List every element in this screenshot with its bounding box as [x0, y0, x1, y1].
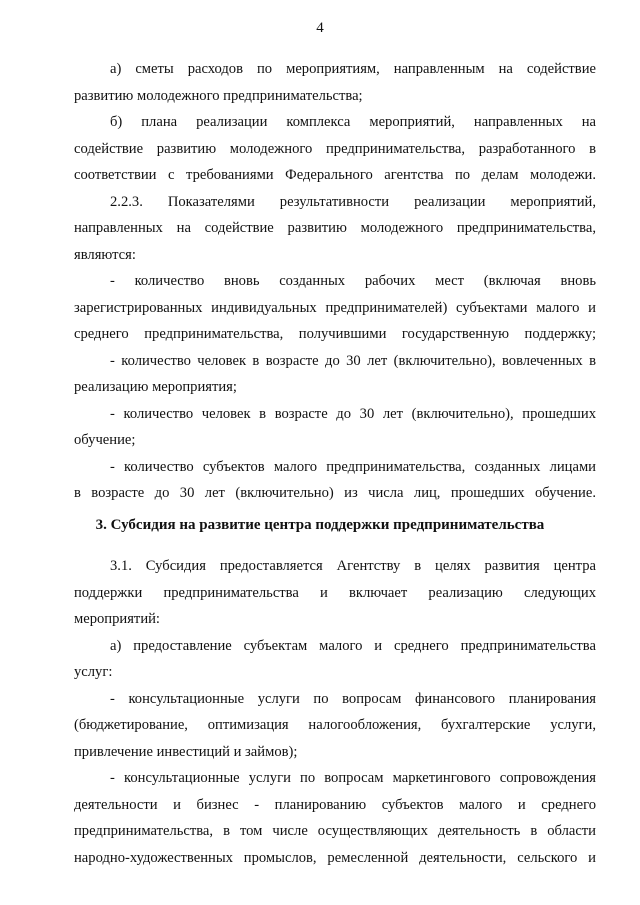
text-line: б) плана реализации комплекса мероприятий, направленных на: [110, 114, 596, 130]
text-line: - консультационные услуги по вопросам маркетингового сопровождения: [110, 770, 596, 786]
text-line: 3.1. Субсидия предоставляется Агентству в целях развития центра: [110, 558, 596, 574]
text-line: а) сметы расходов по мероприятиям, направленным на содействие: [110, 61, 596, 77]
text-line: зарегистрированных индивидуальных предпринимателей) субъектами малого и: [74, 299, 596, 316]
section-3-text: [74, 553, 596, 871]
text-line: среднего предпринимательства, получившими государственную поддержку;: [74, 326, 596, 342]
text-line: поддержки предпринимательства и включает реализацию следующих: [74, 584, 596, 601]
text-line: - количество человек в возрасте до 30 лет (включительно), вовлеченных в: [110, 352, 596, 369]
text-line: направленных на содействие развитию молодежного предпринимательства,: [74, 220, 596, 236]
section-2-text: [74, 56, 596, 507]
text-line: - количество человек в возрасте до 30 лет (включительно), прошедших: [110, 405, 596, 422]
text-line: соответствии с требованиями Федерального агентства по делам молодежи.: [74, 167, 596, 183]
text-line: предпринимательства, в том числе осуществляющих деятельность в области: [74, 823, 596, 839]
section-3-heading: 3. Субсидия на развитие центра поддержки предпринимательства: [95, 517, 545, 533]
text-line: - консультационные услуги по вопросам финансового планирования: [110, 690, 596, 707]
text-line: деятельности и бизнес - планированию субъектов малого и среднего: [74, 796, 596, 813]
page-number: 4: [316, 20, 324, 36]
text-line: мероприятий:: [74, 611, 160, 627]
text-line: привлечение инвестиций и займов);: [74, 743, 298, 760]
text-line: обучение;: [74, 432, 136, 448]
text-line: народно-художественных промыслов, ремесленной деятельности, сельского и: [74, 849, 596, 866]
text-line: - количество субъектов малого предпринимательства, созданных лицами: [110, 458, 596, 475]
text-line: - количество вновь созданных рабочих мест (включая вновь: [110, 273, 596, 289]
text-line: содействие развитию молодежного предпринимательства, разработанного в: [74, 140, 596, 157]
text-line: являются:: [74, 246, 136, 263]
text-line: реализацию мероприятия;: [74, 379, 237, 395]
text-line: услуг:: [74, 664, 113, 680]
text-line: в возрасте до 30 лет (включительно) из числа лиц, прошедших обучение.: [74, 485, 596, 501]
text-line: развитию молодежного предпринимательства;: [74, 87, 363, 104]
text-line: (бюджетирование, оптимизация налогообложения, бухгалтерские услуги,: [74, 717, 596, 733]
text-line: а) предоставление субъектам малого и среднего предпринимательства: [110, 637, 596, 654]
text-line: 2.2.3. Показателями результативности реализации мероприятий,: [110, 193, 596, 210]
